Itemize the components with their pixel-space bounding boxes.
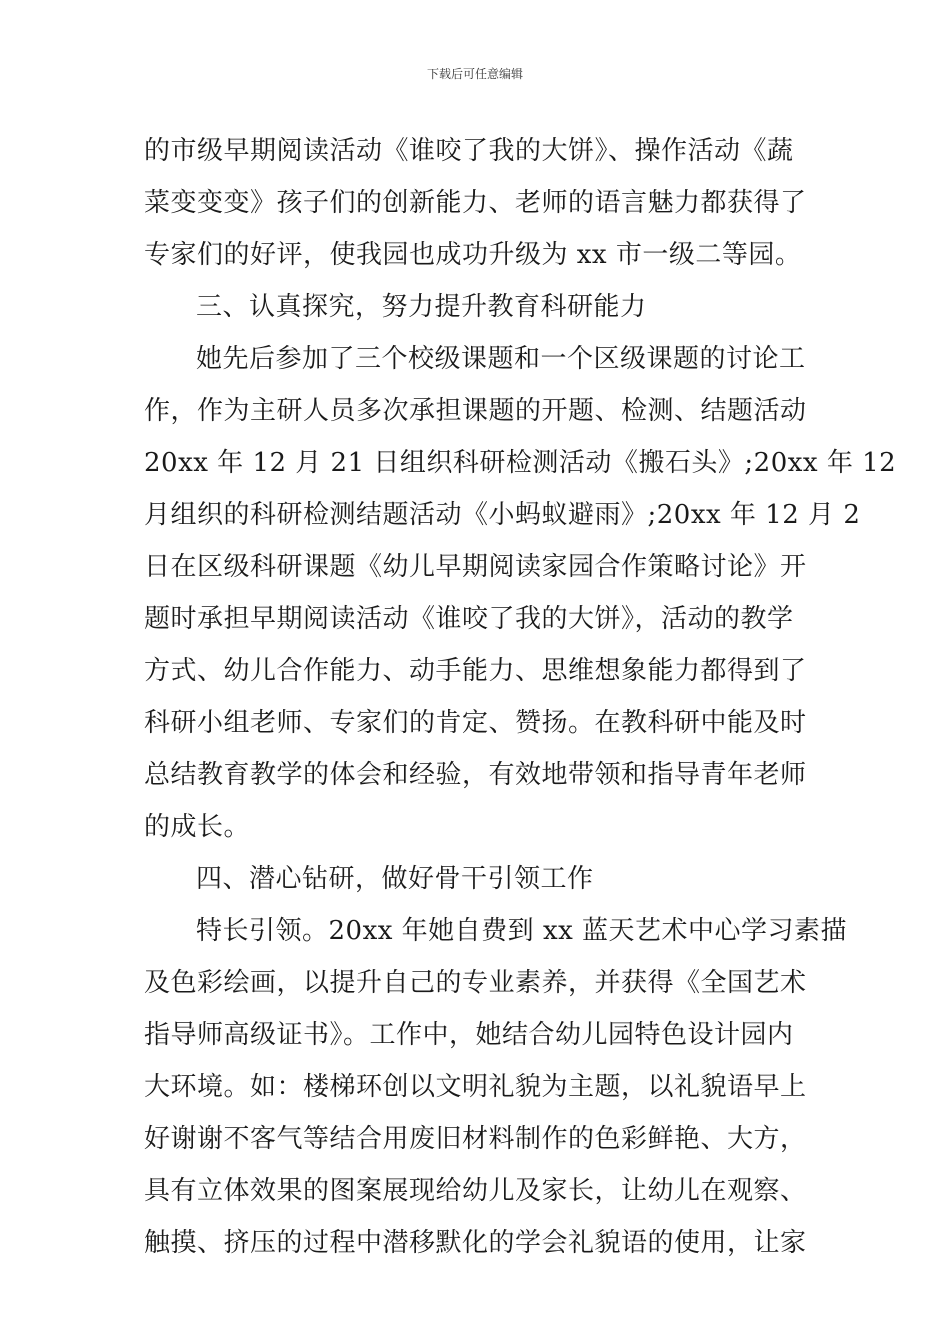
text-line: 的市级早期阅读活动《谁咬了我的大饼》、操作活动《蔬 bbox=[144, 136, 794, 166]
text-line: 日在区级科研课题《幼儿早期阅读家园合作策略讨论》开 bbox=[144, 552, 807, 582]
text-line: 科研小组老师、专家们的肯定、赞扬。在教科研中能及时 bbox=[144, 708, 807, 738]
section-heading-4: 四、潜心钻研，做好骨干引领工作 bbox=[196, 864, 594, 894]
document-body bbox=[144, 125, 897, 1269]
text-line: 好谢谢不客气等结合用废旧材料制作的色彩鲜艳、大方， bbox=[144, 1124, 807, 1154]
text-line: 月组织的科研检测结题活动《小蚂蚁避雨》;20xx 年 12 月 2 bbox=[144, 500, 861, 530]
text-line: 专家们的好评，使我园也成功升级为 xx 市一级二等园。 bbox=[144, 240, 802, 270]
text-line: 题时承担早期阅读活动《谁咬了我的大饼》，活动的教学 bbox=[144, 604, 794, 634]
text-line: 大环境。如：楼梯环创以文明礼貌为主题，以礼貌语早上 bbox=[144, 1072, 807, 1102]
text-line: 20xx 年 12 月 21 日组织科研检测活动《搬石头》;20xx 年 12 bbox=[144, 448, 897, 478]
text-line: 总结教育教学的体会和经验，有效地带领和指导青年老师 bbox=[144, 760, 807, 790]
text-line: 的成长。 bbox=[144, 812, 251, 842]
text-line: 触摸、挤压的过程中潜移默化的学会礼貌语的使用，让家 bbox=[144, 1228, 807, 1258]
page-header: 下载后可任意编辑 bbox=[426, 67, 523, 81]
text-line: 及色彩绘画，以提升自己的专业素养，并获得《全国艺术 bbox=[144, 968, 807, 998]
text-line: 方式、幼儿合作能力、动手能力、思维想象能力都得到了 bbox=[144, 656, 807, 686]
section-heading-3: 三、认真探究，努力提升教育科研能力 bbox=[196, 292, 647, 322]
text-line: 特长引领。20xx 年她自费到 xx 蓝天艺术中心学习素描 bbox=[196, 916, 848, 946]
text-line: 指导师高级证书》。工作中，她结合幼儿园特色设计园内 bbox=[144, 1020, 794, 1050]
text-line: 她先后参加了三个校级课题和一个区级课题的讨论工 bbox=[196, 344, 806, 374]
text-line: 作，作为主研人员多次承担课题的开题、检测、结题活动 bbox=[144, 396, 807, 426]
text-line: 菜变变变》孩子们的创新能力、老师的语言魅力都获得了 bbox=[144, 188, 807, 218]
text-line: 具有立体效果的图案展现给幼儿及家长，让幼儿在观察、 bbox=[144, 1176, 807, 1206]
